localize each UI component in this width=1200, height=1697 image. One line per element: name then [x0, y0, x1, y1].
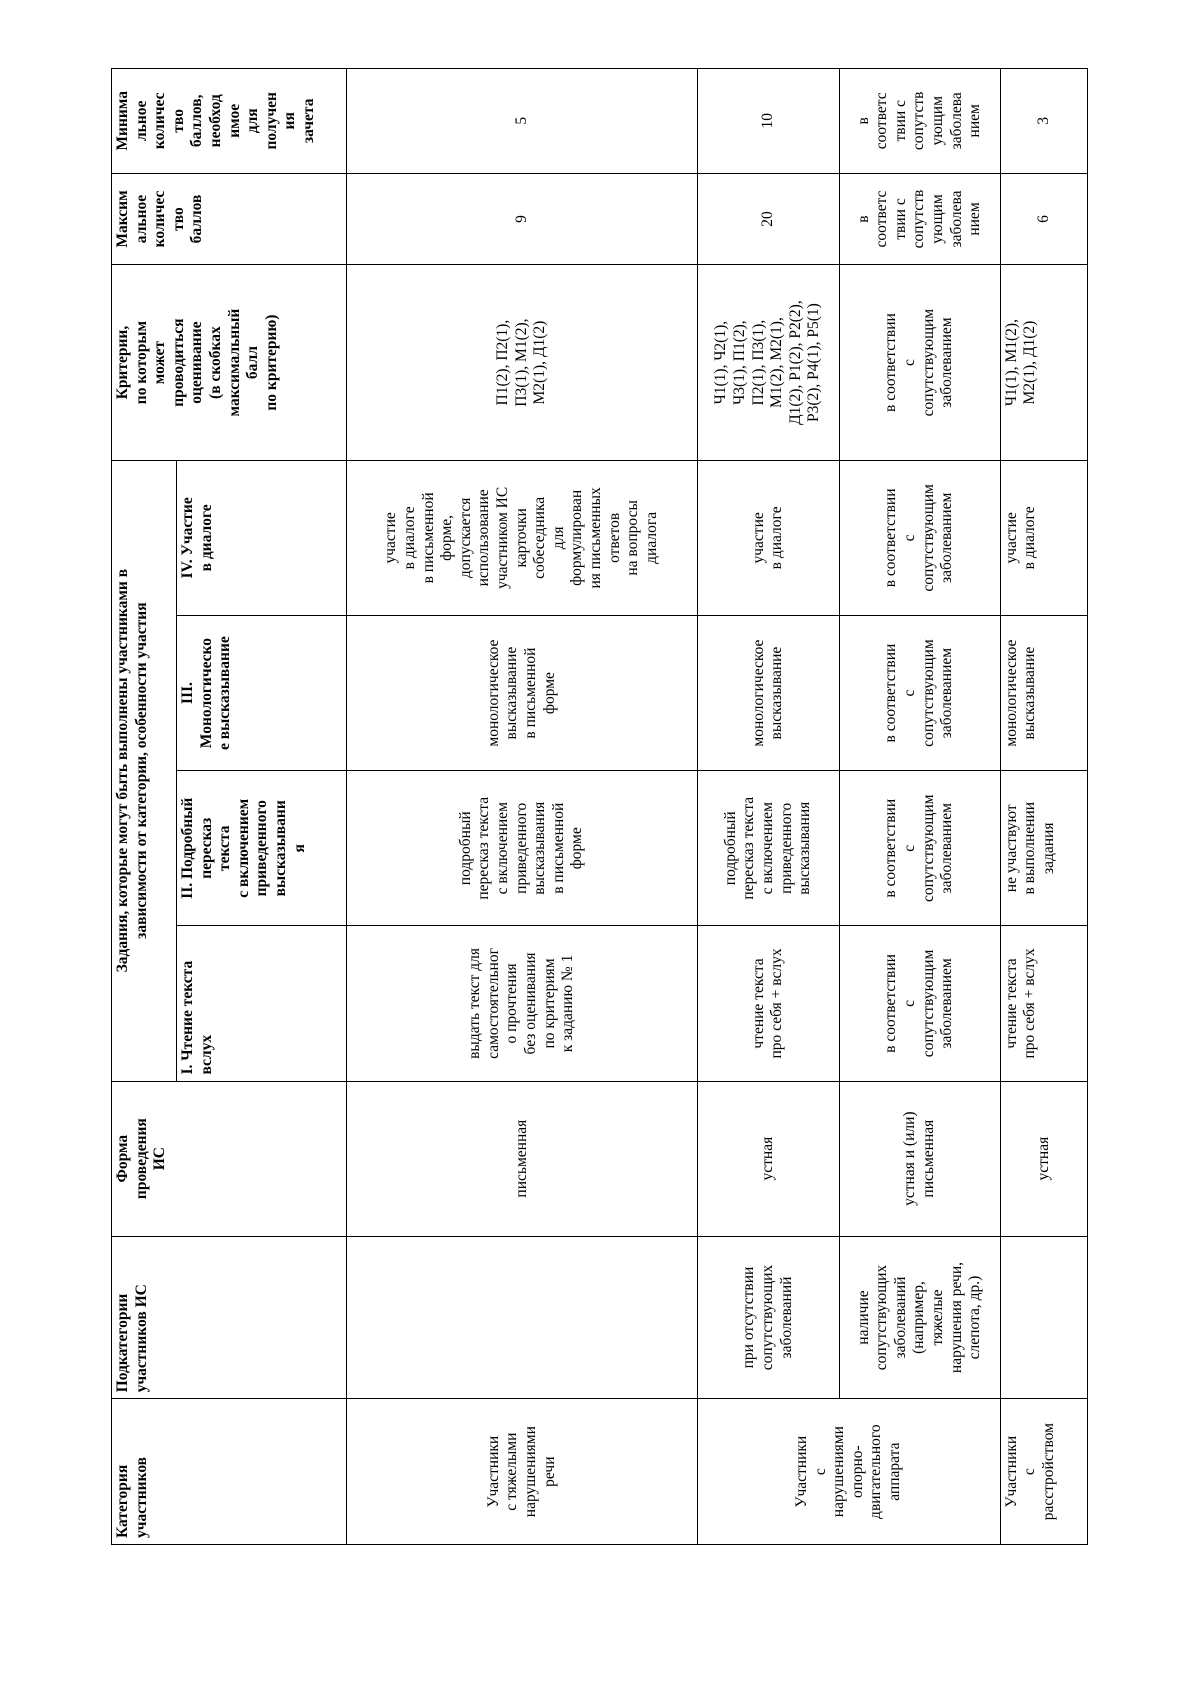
- row-3-criteria: в соответствии с сопутствующим заболеванием: [839, 265, 1000, 460]
- header-row-1: [112, 69, 177, 1545]
- row-2-category: Участники с нарушениями опорно- двигательного аппарата: [697, 1399, 1000, 1545]
- header-task-3: III. Монологическо е высказывание: [177, 615, 347, 770]
- row-2-task-3: монологическое высказывание: [697, 615, 839, 770]
- row-1-task-2: подробный пересказ текста с включением приведенного высказывания в письменной форме: [347, 771, 698, 926]
- row-3-max-score: в соответс твии с сопутств ующим заболева нием: [839, 173, 1000, 265]
- row-2-criteria: Ч1(1), Ч2(1), Ч3(1), П1(2), П2(1), П3(1), М1(2), М2(1), Д1(2), Р1(2), Р2(2), Р3(2), Р4(1), Р5(1): [697, 265, 839, 460]
- row-2-task-4: участие в диалоге: [697, 460, 839, 615]
- header-max-score: Максим альное количес тво баллов: [112, 173, 347, 265]
- table-row: [697, 69, 839, 1545]
- row-3-task-3: в соответствии с сопутствующим заболеванием: [839, 615, 1000, 770]
- row-4-criteria: Ч1(1), М1(2), М2(1), Д1(2): [1000, 265, 1087, 460]
- header-tasks: Задания, которые могут быть выполнены участниками в зависимости от категории, особенности участия: [112, 460, 177, 1081]
- row-4-form: устная: [1000, 1081, 1087, 1236]
- row-3-task-2: в соответствии с сопутствующим заболеванием: [839, 771, 1000, 926]
- row-1-task-1: выдать текст для самостоятельног о прочтения без оценивания по критериям к заданию № 1: [347, 926, 698, 1081]
- row-4-task-2: не участвуют в выполнении задания: [1000, 771, 1087, 926]
- row-1-min-score: 5: [347, 69, 698, 174]
- table-row: [1000, 69, 1087, 1545]
- header-criteria: Критерии, по которым может проводиться оценивание (в скобках максимальный балл по критерию): [112, 265, 347, 460]
- header-task-4: IV. Участие в диалоге: [177, 460, 347, 615]
- row-1-criteria: П1(2), П2(1), П3(1), М1(2), М2(1), Д1(2): [347, 265, 698, 460]
- row-1-category: Участники с тяжелыми нарушениями речи: [347, 1399, 698, 1545]
- row-1-task-4: участие в диалоге в письменной форме, допускается использование участником ИС карточки собеседника для формулирован ия письменных ответов на вопросы диалога: [347, 460, 698, 615]
- row-2-subcategory: при отсутствии сопутствующих заболеваний: [697, 1236, 839, 1399]
- row-2-form: устная: [697, 1081, 839, 1236]
- header-form: Форма проведения ИС: [112, 1081, 347, 1236]
- row-4-task-3: монологическое высказывание: [1000, 615, 1087, 770]
- row-3-task-1: в соответствии с сопутствующим заболеванием: [839, 926, 1000, 1081]
- row-4-min-score: 3: [1000, 69, 1087, 174]
- rotated-page-content: [111, 68, 1088, 1545]
- row-4-subcategory: [1000, 1236, 1087, 1399]
- row-4-task-1: чтение текста про себя + вслух: [1000, 926, 1087, 1081]
- row-1-max-score: 9: [347, 173, 698, 265]
- row-3-subcategory: наличие сопутствующих заболеваний (например, тяжелые нарушения речи, слепота, др.): [839, 1236, 1000, 1399]
- header-task-2: II. Подробный пересказ текста с включением приведенного высказывани я: [177, 771, 347, 926]
- row-1-subcategory: [347, 1236, 698, 1399]
- header-category: Категория участников: [112, 1399, 347, 1545]
- table-row: [839, 69, 1000, 1545]
- row-2-task-1: чтение текста про себя + вслух: [697, 926, 839, 1081]
- row-2-task-2: подробный пересказ текста с включением приведенного высказывания: [697, 771, 839, 926]
- row-2-max-score: 20: [697, 173, 839, 265]
- header-task-1: I. Чтение текста вслух: [177, 926, 347, 1081]
- header-min-score: Минима льное количес тво баллов, необход имое для получен ия зачета: [112, 69, 347, 174]
- row-4-max-score: 6: [1000, 173, 1087, 265]
- row-4-task-4: участие в диалоге: [1000, 460, 1087, 615]
- row-1-form: письменная: [347, 1081, 698, 1236]
- row-3-form: устная и (или) письменная: [839, 1081, 1000, 1236]
- assessment-table: [111, 68, 1088, 1545]
- row-3-task-4: в соответствии с сопутствующим заболеванием: [839, 460, 1000, 615]
- row-4-category: Участники с расстройством: [1000, 1399, 1087, 1545]
- header-subcategory: Подкатегории участников ИС: [112, 1236, 347, 1399]
- table-row: [347, 69, 698, 1545]
- row-2-min-score: 10: [697, 69, 839, 174]
- row-3-min-score: в соответс твии с сопутств ующим заболева нием: [839, 69, 1000, 174]
- row-1-task-3: монологическое высказывание в письменной форме: [347, 615, 698, 770]
